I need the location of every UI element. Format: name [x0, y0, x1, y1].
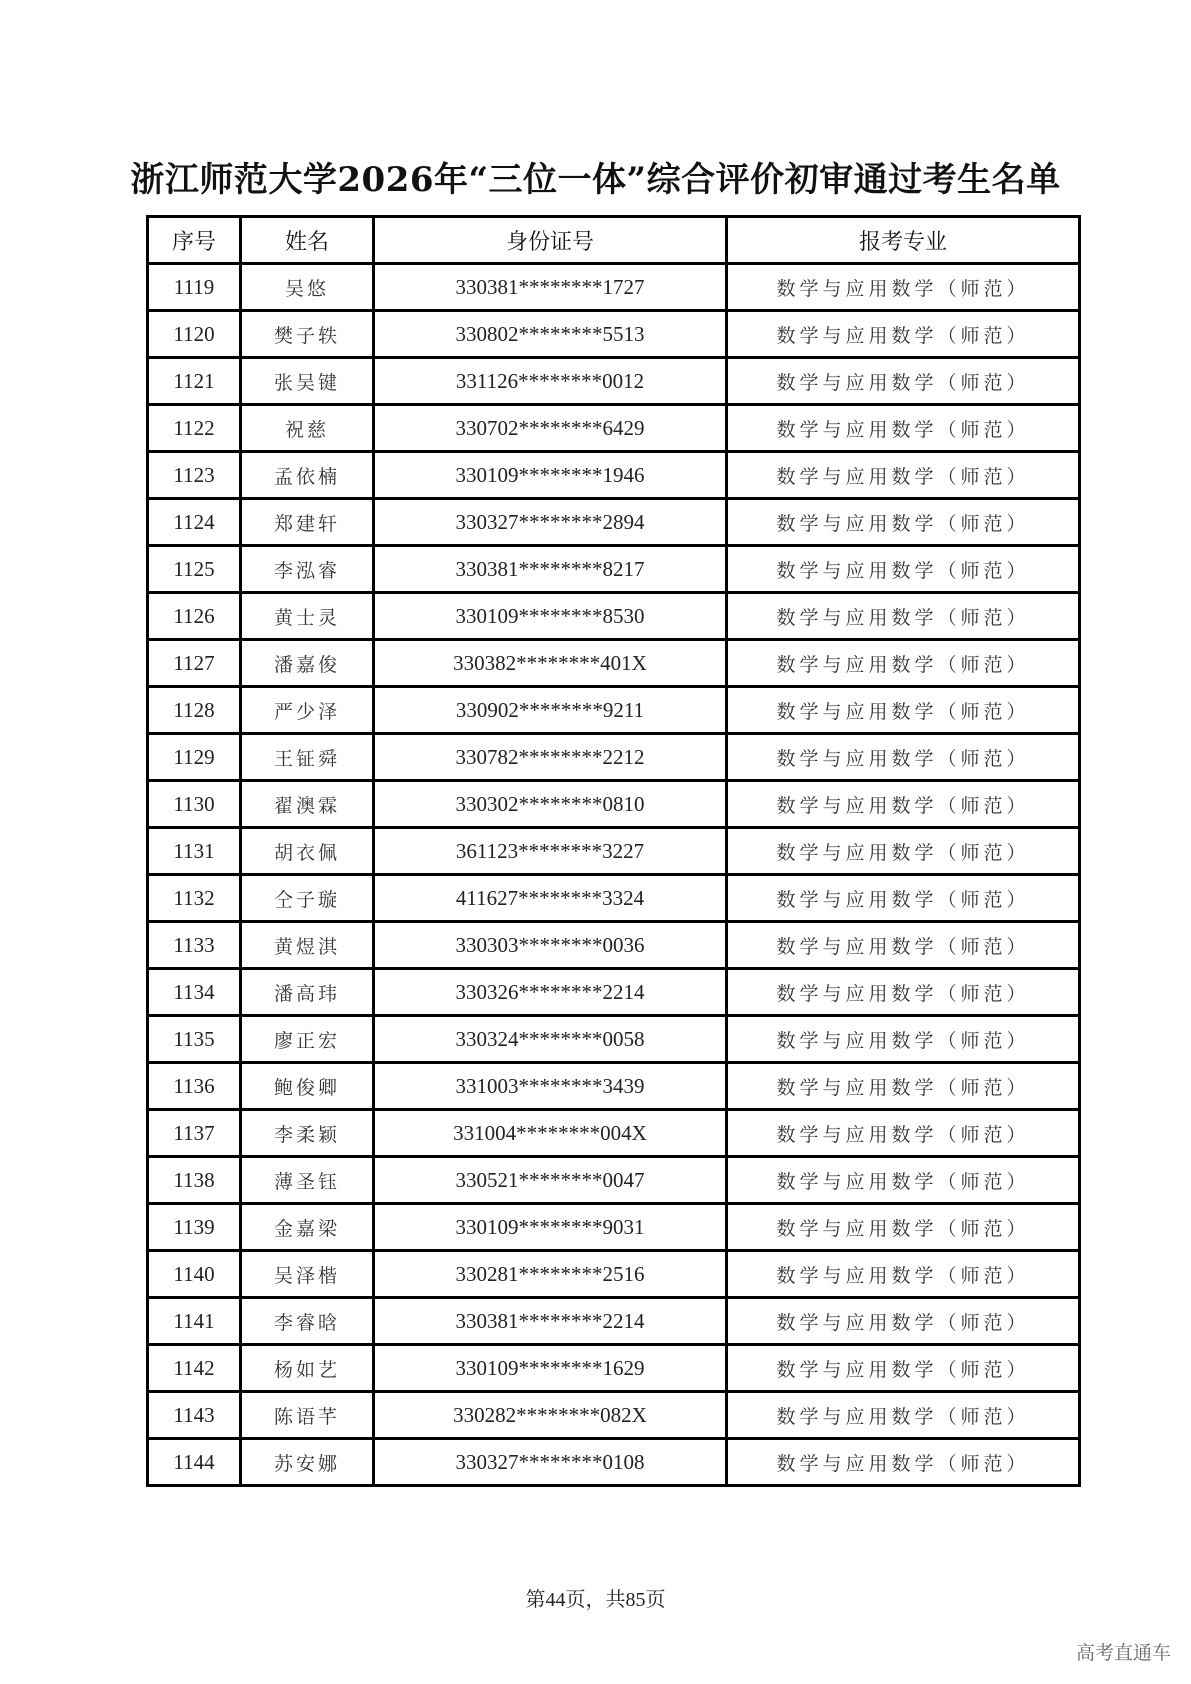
- cell-name: 潘高玮: [241, 969, 374, 1016]
- cell-major: 数学与应用数学（师范）: [727, 1251, 1080, 1298]
- cell-name: 李柔颖: [241, 1110, 374, 1157]
- cell-seq: 1142: [148, 1345, 241, 1392]
- cell-id-number: 330381********1727: [374, 264, 727, 311]
- table-row: [148, 1204, 1080, 1251]
- cell-id-number: 330109********9031: [374, 1204, 727, 1251]
- cell-id-number: 330902********9211: [374, 687, 727, 734]
- cell-id-number: 330381********8217: [374, 546, 727, 593]
- cell-seq: 1136: [148, 1063, 241, 1110]
- header-name: 姓名: [241, 217, 374, 264]
- cell-seq: 1120: [148, 311, 241, 358]
- cell-seq: 1138: [148, 1157, 241, 1204]
- candidate-table: [146, 215, 1081, 1487]
- cell-major: 数学与应用数学（师范）: [727, 1157, 1080, 1204]
- cell-major: 数学与应用数学（师范）: [727, 1204, 1080, 1251]
- cell-id-number: 331126********0012: [374, 358, 727, 405]
- cell-name: 金嘉梁: [241, 1204, 374, 1251]
- cell-major: 数学与应用数学（师范）: [727, 781, 1080, 828]
- table-row: [148, 969, 1080, 1016]
- cell-major: 数学与应用数学（师范）: [727, 1392, 1080, 1439]
- cell-id-number: 330702********6429: [374, 405, 727, 452]
- cell-id-number: 330327********2894: [374, 499, 727, 546]
- cell-major: 数学与应用数学（师范）: [727, 1439, 1080, 1486]
- cell-name: 樊子轶: [241, 311, 374, 358]
- table-row: [148, 1439, 1080, 1486]
- cell-seq: 1126: [148, 593, 241, 640]
- cell-seq: 1132: [148, 875, 241, 922]
- table-row: [148, 1392, 1080, 1439]
- cell-id-number: 330381********2214: [374, 1298, 727, 1345]
- cell-major: 数学与应用数学（师范）: [727, 640, 1080, 687]
- cell-major: 数学与应用数学（师范）: [727, 405, 1080, 452]
- cell-id-number: 330281********2516: [374, 1251, 727, 1298]
- cell-id-number: 330326********2214: [374, 969, 727, 1016]
- cell-name: 廖正宏: [241, 1016, 374, 1063]
- cell-seq: 1130: [148, 781, 241, 828]
- cell-id-number: 330802********5513: [374, 311, 727, 358]
- cell-major: 数学与应用数学（师范）: [727, 687, 1080, 734]
- cell-id-number: 330324********0058: [374, 1016, 727, 1063]
- cell-seq: 1133: [148, 922, 241, 969]
- cell-major: 数学与应用数学（师范）: [727, 499, 1080, 546]
- cell-major: 数学与应用数学（师范）: [727, 593, 1080, 640]
- cell-name: 苏安娜: [241, 1439, 374, 1486]
- table-row: [148, 358, 1080, 405]
- cell-major: 数学与应用数学（师范）: [727, 1016, 1080, 1063]
- candidate-table-container: [146, 215, 1078, 1487]
- header-id-number: 身份证号: [374, 217, 727, 264]
- table-row: [148, 546, 1080, 593]
- cell-id-number: 411627********3324: [374, 875, 727, 922]
- cell-seq: 1123: [148, 452, 241, 499]
- cell-seq: 1121: [148, 358, 241, 405]
- page-title: 浙江师范大学2026年“三位一体”综合评价初审通过考生名单: [130, 160, 1061, 200]
- table-row: [148, 1016, 1080, 1063]
- cell-name: 孟依楠: [241, 452, 374, 499]
- cell-id-number: 330521********0047: [374, 1157, 727, 1204]
- table-row: [148, 640, 1080, 687]
- cell-seq: 1134: [148, 969, 241, 1016]
- cell-name: 李泓睿: [241, 546, 374, 593]
- cell-major: 数学与应用数学（师范）: [727, 1063, 1080, 1110]
- table-row: [148, 1110, 1080, 1157]
- cell-seq: 1144: [148, 1439, 241, 1486]
- cell-major: 数学与应用数学（师范）: [727, 828, 1080, 875]
- cell-id-number: 330327********0108: [374, 1439, 727, 1486]
- table-row: [148, 499, 1080, 546]
- cell-major: 数学与应用数学（师范）: [727, 546, 1080, 593]
- table-header-row: [148, 217, 1080, 264]
- cell-major: 数学与应用数学（师范）: [727, 1110, 1080, 1157]
- cell-name: 鲍俊卿: [241, 1063, 374, 1110]
- watermark: 高考直通车: [1075, 1642, 1171, 1664]
- cell-major: 数学与应用数学（师范）: [727, 311, 1080, 358]
- header-seq: 序号: [148, 217, 241, 264]
- cell-name: 吴泽楷: [241, 1251, 374, 1298]
- table-row: [148, 875, 1080, 922]
- cell-name: 黄士灵: [241, 593, 374, 640]
- cell-id-number: 361123********3227: [374, 828, 727, 875]
- table-row: [148, 734, 1080, 781]
- table-row: [148, 1251, 1080, 1298]
- cell-name: 王钲舜: [241, 734, 374, 781]
- page-number: 第44页，共85页: [525, 1589, 666, 1611]
- table-body: [148, 264, 1080, 1486]
- table-row: [148, 828, 1080, 875]
- cell-name: 李睿晗: [241, 1298, 374, 1345]
- cell-id-number: 331003********3439: [374, 1063, 727, 1110]
- cell-major: 数学与应用数学（师范）: [727, 264, 1080, 311]
- cell-seq: 1141: [148, 1298, 241, 1345]
- cell-major: 数学与应用数学（师范）: [727, 875, 1080, 922]
- cell-seq: 1143: [148, 1392, 241, 1439]
- cell-major: 数学与应用数学（师范）: [727, 452, 1080, 499]
- table-row: [148, 1345, 1080, 1392]
- cell-name: 陈语芊: [241, 1392, 374, 1439]
- cell-major: 数学与应用数学（师范）: [727, 1345, 1080, 1392]
- cell-name: 祝慈: [241, 405, 374, 452]
- cell-seq: 1127: [148, 640, 241, 687]
- table-row: [148, 1063, 1080, 1110]
- cell-major: 数学与应用数学（师范）: [727, 358, 1080, 405]
- cell-seq: 1128: [148, 687, 241, 734]
- cell-name: 吴悠: [241, 264, 374, 311]
- cell-seq: 1122: [148, 405, 241, 452]
- cell-seq: 1125: [148, 546, 241, 593]
- table-row: [148, 452, 1080, 499]
- header-major: 报考专业: [727, 217, 1080, 264]
- cell-id-number: 330302********0810: [374, 781, 727, 828]
- table-row: [148, 922, 1080, 969]
- cell-name: 胡衣佩: [241, 828, 374, 875]
- cell-major: 数学与应用数学（师范）: [727, 922, 1080, 969]
- table-row: [148, 311, 1080, 358]
- table-row: [148, 1298, 1080, 1345]
- table-row: [148, 1157, 1080, 1204]
- cell-name: 严少泽: [241, 687, 374, 734]
- cell-seq: 1131: [148, 828, 241, 875]
- cell-name: 薄圣钰: [241, 1157, 374, 1204]
- cell-id-number: 330282********082X: [374, 1392, 727, 1439]
- cell-name: 翟澳霖: [241, 781, 374, 828]
- cell-id-number: 331004********004X: [374, 1110, 727, 1157]
- cell-name: 仝子璇: [241, 875, 374, 922]
- cell-id-number: 330782********2212: [374, 734, 727, 781]
- cell-id-number: 330109********8530: [374, 593, 727, 640]
- table-row: [148, 781, 1080, 828]
- cell-id-number: 330109********1629: [374, 1345, 727, 1392]
- table-row: [148, 687, 1080, 734]
- cell-seq: 1124: [148, 499, 241, 546]
- cell-seq: 1135: [148, 1016, 241, 1063]
- cell-name: 郑建轩: [241, 499, 374, 546]
- cell-major: 数学与应用数学（师范）: [727, 1298, 1080, 1345]
- cell-name: 潘嘉俊: [241, 640, 374, 687]
- cell-seq: 1139: [148, 1204, 241, 1251]
- cell-major: 数学与应用数学（师范）: [727, 969, 1080, 1016]
- cell-seq: 1119: [148, 264, 241, 311]
- table-row: [148, 405, 1080, 452]
- cell-seq: 1140: [148, 1251, 241, 1298]
- cell-id-number: 330303********0036: [374, 922, 727, 969]
- table-row: [148, 264, 1080, 311]
- cell-name: 张吴键: [241, 358, 374, 405]
- cell-id-number: 330382********401X: [374, 640, 727, 687]
- cell-name: 黄煜淇: [241, 922, 374, 969]
- cell-seq: 1137: [148, 1110, 241, 1157]
- cell-name: 杨如艺: [241, 1345, 374, 1392]
- cell-id-number: 330109********1946: [374, 452, 727, 499]
- cell-seq: 1129: [148, 734, 241, 781]
- table-row: [148, 593, 1080, 640]
- cell-major: 数学与应用数学（师范）: [727, 734, 1080, 781]
